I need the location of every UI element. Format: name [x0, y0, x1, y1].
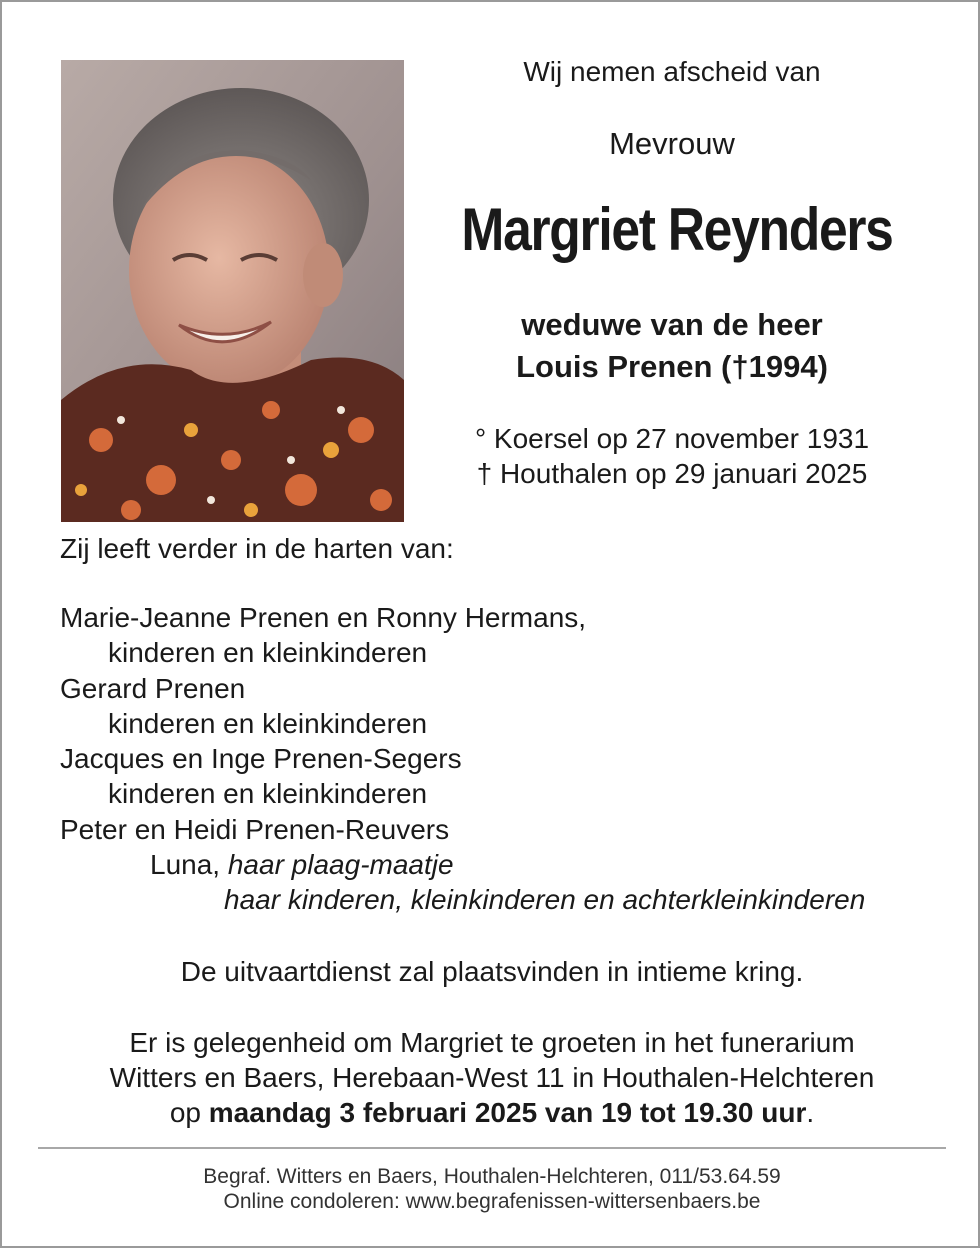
birth-line: ° Koersel op 27 november 1931: [474, 423, 870, 454]
family-line: Peter en Heidi Prenen-Reuvers: [60, 814, 450, 845]
luna-role: haar plaag-maatje: [227, 849, 454, 880]
honorific-title: Mevrouw: [609, 126, 735, 161]
divider: [38, 1147, 946, 1149]
family-line: kinderen en kleinkinderen: [108, 778, 428, 809]
family-line: Jacques en Inge Prenen-Segers: [60, 743, 462, 774]
widow-line-1: weduwe van de heer: [521, 307, 823, 342]
visit-line-2: Witters en Baers, Herebaan-West 11 in Houthalen-Helchteren: [109, 1062, 875, 1093]
visit-line-1: Er is gelegenheid om Margriet te groeten in het funerarium: [129, 1027, 855, 1058]
online-condolence: Online condoleren: www.begrafenissen-wittersenbaers.be: [223, 1190, 761, 1213]
portrait-photo: [61, 60, 404, 522]
death-line: † Houthalen op 29 januari 2025: [476, 458, 868, 489]
widow-line-2: Louis Prenen (†1994): [516, 349, 828, 384]
family-line: Marie-Jeanne Prenen en Ronny Hermans,: [60, 602, 587, 633]
luna-name: Luna,: [150, 849, 221, 880]
family-line: kinderen en kleinkinderen: [108, 637, 428, 668]
visit-datetime: maandag 3 februari 2025 van 19 tot 19.30 uur: [208, 1097, 807, 1128]
luna-line: [150, 849, 454, 881]
funeral-home-contact: Begraf. Witters en Baers, Houthalen-Helchteren, 011/53.64.59: [203, 1165, 781, 1188]
visit-prefix: op: [169, 1097, 201, 1128]
visit-suffix: .: [806, 1097, 815, 1128]
intro-text: Wij nemen afscheid van: [523, 56, 821, 87]
family-intro: Zij leeft verder in de harten van:: [60, 533, 454, 564]
visit-line-3: [42, 1097, 942, 1129]
family-line: Gerard Prenen: [60, 673, 246, 704]
service-text: De uitvaartdienst zal plaatsvinden in intieme kring.: [180, 956, 804, 987]
family-line: kinderen en kleinkinderen: [108, 708, 428, 739]
deceased-name: Margriet Reynders: [461, 196, 893, 263]
descendants-line: haar kinderen, kleinkinderen en achterkleinkinderen: [224, 884, 866, 915]
